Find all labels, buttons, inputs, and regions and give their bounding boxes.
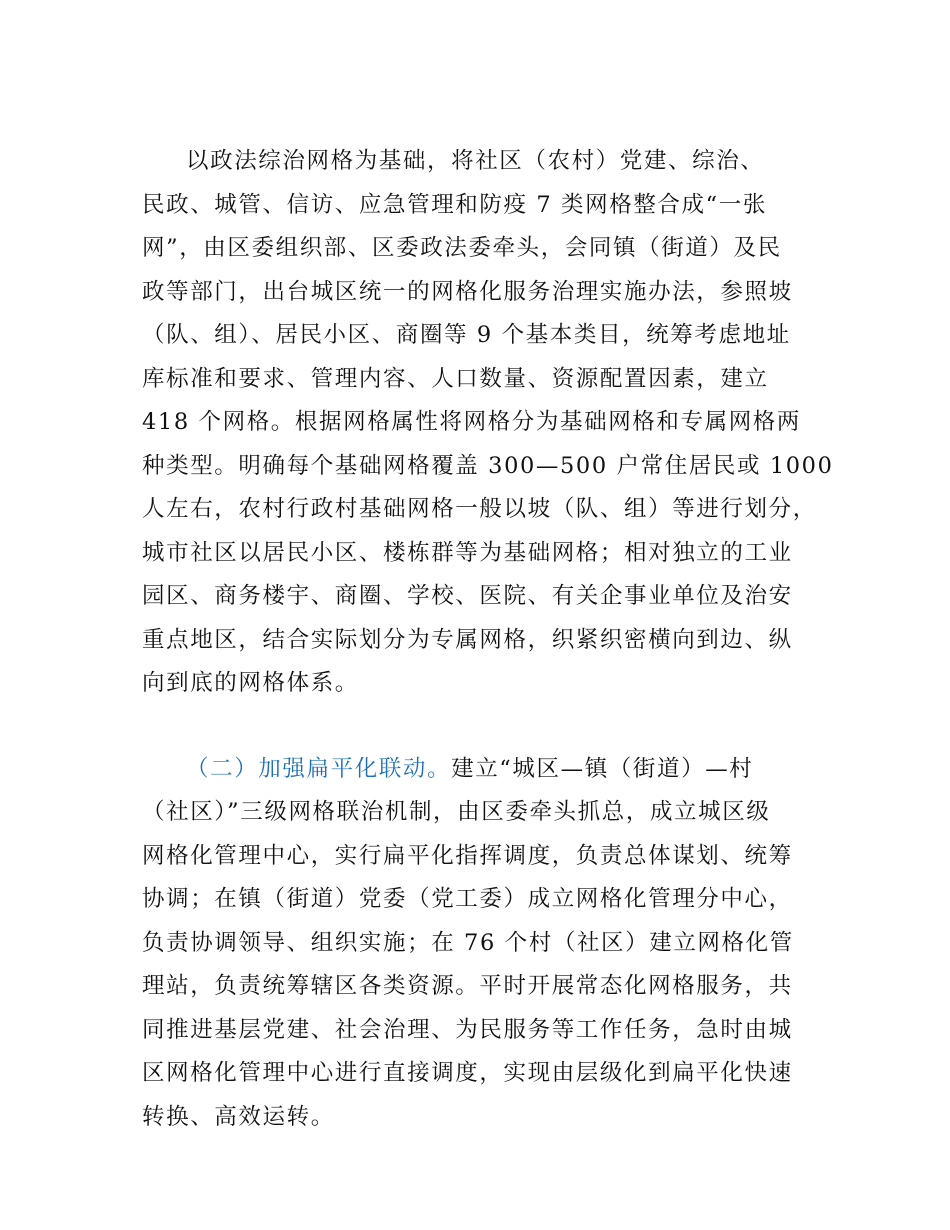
paragraph-line: 人左右，农村行政村基础网格一般以坡（队、组）等进行划分，	[142, 496, 817, 522]
document-page	[142, 140, 832, 1139]
paragraph-line: 协调；在镇（街道）党委（党工委）成立网格化管理分中心，	[142, 886, 793, 912]
paragraph-line: 城市社区以居民小区、楼栋群等为基础网格；相对独立的工业	[142, 539, 793, 566]
paragraph-line: （社区）”三级网格联治机制，由区委牵头抓总，成立城区级	[142, 799, 771, 825]
paragraph-line: 种类型。明确每个基础网格覆盖 300—500 户常住居民或 1000	[142, 452, 834, 479]
paragraph-grid-integration	[142, 140, 832, 706]
paragraph-line: 库标准和要求、管理内容、人口数量、资源配置因素，建立	[142, 365, 769, 392]
paragraph-line: 负责协调领导、组织实施；在 76 个村（社区）建立网格化管	[142, 929, 794, 956]
paragraph-line: 以政法综治网格为基础，将社区（农村）党建、综治、	[186, 148, 765, 174]
paragraph-line: 区网格化管理中心进行直接调度，实现由层级化到扁平化快速	[142, 1060, 793, 1086]
paragraph-line: 转换、高效运转。	[142, 1103, 335, 1130]
paragraph-line: 向到底的网格体系。	[142, 670, 359, 696]
paragraph-line: （队、组）、居民小区、商圈等 9 个基本类目，统筹考虑地址	[142, 322, 791, 348]
paragraph-line: 园区、商务楼宇、商圈、学校、医院、有关企事业单位及治安	[142, 583, 793, 609]
paragraph-line: 重点地区，结合实际划分为专属网格，织紧织密横向到边、纵	[142, 626, 793, 653]
paragraph-line: 理站，负责统筹辖区各类资源。平时开展常态化网格服务，共	[142, 973, 793, 999]
paragraph-line: 同推进基层党建、社会治理、为民服务等工作任务，急时由城	[142, 1016, 793, 1043]
paragraph-line: 网格化管理中心，实行扁平化指挥调度，负责总体谋划、统筹	[142, 842, 793, 869]
paragraph-first-line	[142, 748, 832, 792]
paragraph-line-rest: 建立“城区—镇（街道）—村	[451, 755, 754, 782]
paragraph-line: 418 个网格。根据网格属性将网格分为基础网格和专属网格两	[142, 409, 801, 435]
paragraph-spacer	[142, 706, 832, 748]
paragraph-line: 网”，由区委组织部、区委政法委牵头，会同镇（街道）及民	[142, 235, 782, 261]
paragraph-line: 民政、城管、信访、应急管理和防疫 7 类网格整合成“一张	[142, 191, 767, 218]
paragraph-flat-linkage	[142, 748, 832, 1140]
section-heading: （二）加强扁平化联动。	[186, 755, 452, 782]
paragraph-line: 政等部门，出台城区统一的网格化服务治理实施办法，参照坡	[142, 278, 793, 305]
